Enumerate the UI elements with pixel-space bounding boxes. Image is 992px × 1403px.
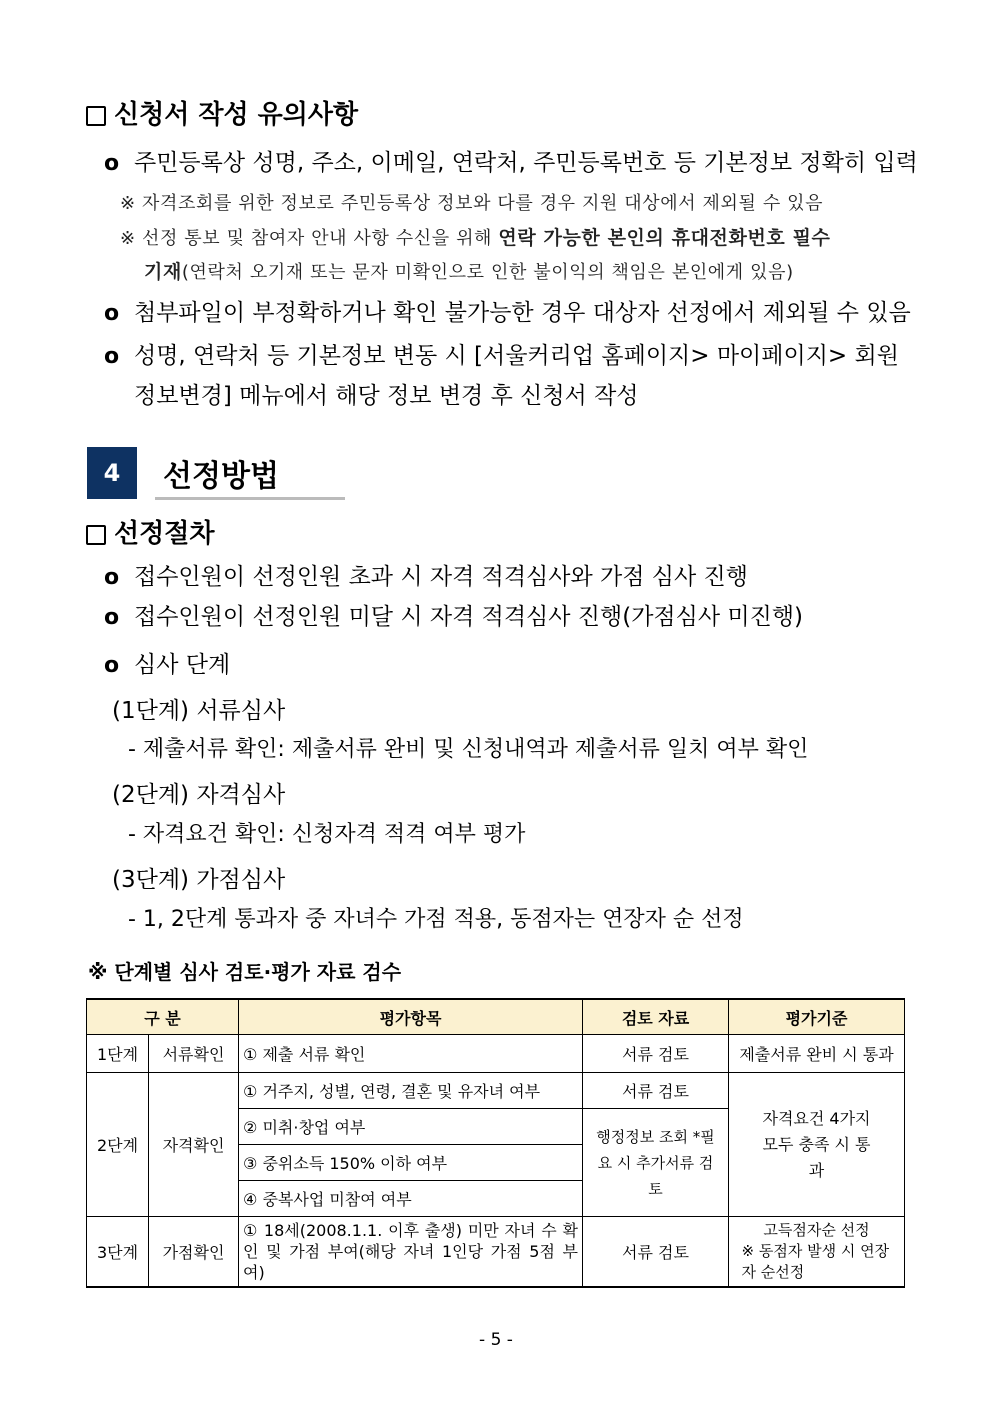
item-cell: ③ 중위소득 150% 이하 여부 bbox=[239, 1145, 583, 1181]
stage-cell: 1단계 bbox=[87, 1035, 149, 1073]
header-criteria: 평가기준 bbox=[729, 999, 905, 1035]
notice-item-2: o 첨부파일이 부정확하거나 확인 불가능한 경우 대상자 선정에서 제외될 수 있음 bbox=[104, 300, 911, 326]
item-cell: ① 거주지, 성별, 연령, 결혼 및 유자녀 여부 bbox=[239, 1073, 583, 1109]
type-cell: 자격확인 bbox=[149, 1073, 239, 1217]
notice-note-2-cont: 기재(연락처 오기재 또는 문자 미확인으로 인한 불이익의 책임은 본인에게 있음) bbox=[144, 261, 794, 283]
criteria-cell: 자격요건 4가지 모두 충족 시 통과 bbox=[729, 1073, 905, 1217]
bullet-circle-icon: o bbox=[104, 301, 120, 326]
procedure-item-2: o 접수인원이 선정인원 미달 시 자격 적격심사 진행(가점심사 미진행) bbox=[104, 604, 804, 630]
section-number-badge: 4 bbox=[87, 447, 137, 499]
section-title: 선정방법 bbox=[163, 459, 279, 494]
table-row bbox=[87, 1035, 905, 1073]
docs-cell: 행정정보 조회 *필요 시 추가서류 검토 bbox=[583, 1109, 729, 1217]
criteria-cell: 고득점자순 선정 ※ 동점자 발생 시 연장자 순선정 bbox=[729, 1217, 905, 1287]
item-cell: ④ 중복사업 미참여 여부 bbox=[239, 1181, 583, 1217]
header-docs: 검토 자료 bbox=[583, 999, 729, 1035]
header-division: 구 분 bbox=[87, 999, 239, 1035]
header-items: 평가항목 bbox=[239, 999, 583, 1035]
notice-item-1: o 주민등록상 성명, 주소, 이메일, 연락처, 주민등록번호 등 기본정보 정확히 입력 bbox=[104, 150, 918, 176]
notice-title: 신청서 작성 유의사항 bbox=[114, 100, 359, 130]
procedure-heading bbox=[86, 513, 214, 550]
stage-cell: 2단계 bbox=[87, 1073, 149, 1217]
type-cell: 서류확인 bbox=[149, 1035, 239, 1073]
table-caption: ※ 단계별 심사 검토·평가 자료 검수 bbox=[88, 960, 402, 984]
item-cell: ① 18세(2008.1.1. 이후 출생) 미만 자녀 수 확인 및 가점 부여(해당 자녀 1인당 가점 5점 부여) bbox=[239, 1217, 583, 1287]
procedure-item-1: o 접수인원이 선정인원 초과 시 자격 적격심사와 가점 심사 진행 bbox=[104, 564, 748, 590]
checkbox-square-icon bbox=[86, 525, 106, 545]
docs-cell: 서류 검토 bbox=[583, 1217, 729, 1287]
docs-cell: 서류 검토 bbox=[583, 1035, 729, 1073]
section-underline bbox=[155, 497, 345, 500]
checkbox-square-icon bbox=[86, 106, 106, 126]
docs-cell: 서류 검토 bbox=[583, 1073, 729, 1109]
stage-3-detail: - 1, 2단계 통과자 중 자녀수 가점 적용, 동점자는 연장자 순 선정 bbox=[128, 907, 744, 932]
notice-note-1: ※ 자격조회를 위한 정보로 주민등록상 정보와 다를 경우 지원 대상에서 제외될 수 있음 bbox=[120, 193, 824, 214]
stage-2-title: (2단계) 자격심사 bbox=[112, 782, 286, 808]
table-row bbox=[87, 1073, 905, 1109]
evaluation-table bbox=[86, 998, 905, 1288]
bullet-circle-icon: o bbox=[104, 565, 120, 590]
bullet-circle-icon: o bbox=[104, 653, 120, 678]
criteria-cell: 제출서류 완비 시 통과 bbox=[729, 1035, 905, 1073]
item-cell: ② 미취·창업 여부 bbox=[239, 1109, 583, 1145]
stage-1-title: (1단계) 서류심사 bbox=[112, 698, 286, 724]
stage-1-detail: - 제출서류 확인: 제출서류 완비 및 신청내역과 제출서류 일치 여부 확인 bbox=[128, 737, 809, 762]
bullet-circle-icon: o bbox=[104, 151, 120, 176]
stage-3-title: (3단계) 가점심사 bbox=[112, 867, 286, 893]
bullet-circle-icon: o bbox=[104, 605, 120, 630]
page-number: - 5 - bbox=[479, 1330, 513, 1350]
bullet-circle-icon: o bbox=[104, 344, 120, 369]
notice-heading bbox=[86, 94, 358, 131]
item-cell: ① 제출 서류 확인 bbox=[239, 1035, 583, 1073]
type-cell: 가점확인 bbox=[149, 1217, 239, 1287]
notice-item-3: o 성명, 연락처 등 기본정보 변동 시 [서울커리업 홈페이지> 마이페이지> 회원 bbox=[104, 343, 899, 369]
procedure-item-3: o 심사 단계 bbox=[104, 652, 231, 678]
procedure-title: 선정절차 bbox=[114, 519, 215, 549]
notice-note-2: ※ 선정 통보 및 참여자 안내 사항 수신을 위해 연락 가능한 본인의 휴대전화번호 필수 bbox=[120, 227, 831, 249]
stage-2-detail: - 자격요건 확인: 신청자격 적격 여부 평가 bbox=[128, 822, 526, 847]
table-row bbox=[87, 1217, 905, 1287]
stage-cell: 3단계 bbox=[87, 1217, 149, 1287]
notice-item-3-cont: 정보변경] 메뉴에서 해당 정보 변경 후 신청서 작성 bbox=[134, 383, 639, 409]
table-header-row bbox=[87, 999, 905, 1035]
